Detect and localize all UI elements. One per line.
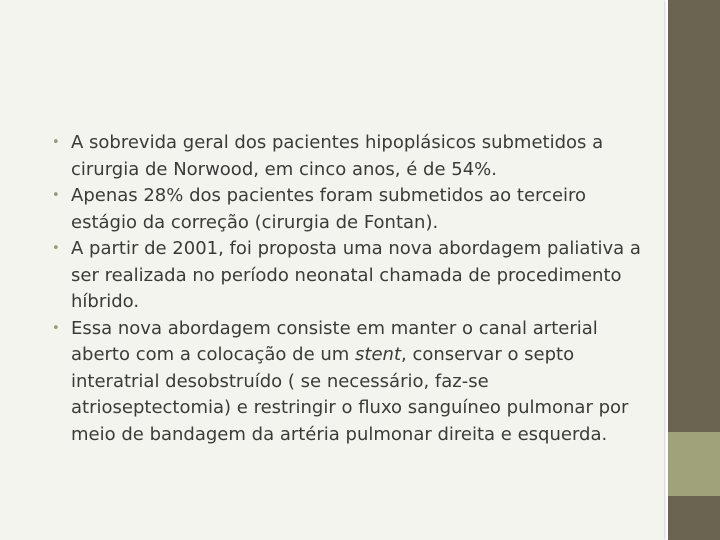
side-accent-block: [668, 432, 720, 496]
bullet-item: [52, 183, 652, 236]
bullet-content: [52, 130, 652, 448]
bullet-item: [52, 130, 652, 183]
bullet-marker: •: [52, 135, 60, 150]
bullet-text-before: Essa nova abordagem consiste em manter o canal arterial aberto com a colocação de um: [71, 317, 598, 365]
bullet-marker: •: [52, 320, 60, 336]
bullet-marker: •: [52, 241, 60, 256]
bullet-text-italic: stent: [355, 344, 402, 365]
bullet-item: [52, 316, 652, 449]
bullet-text-after: , conservar o septo interatrial desobstruído ( se necessário, faz-se atrioseptectomia) e restringir o fluxo sanguíneo pulmonar por meio de bandagem da artéria pulmonar direita e esquerda.: [71, 344, 629, 445]
bullet-text: A sobrevida geral dos pacientes hipoplásicos submetidos a cirurgia de Norwood, em cinco anos, é de 54%.: [71, 132, 604, 180]
bullet-text: Apenas 28% dos pacientes foram submetidos ao terceiro estágio da correção (cirurgia de Fontan).: [71, 185, 587, 233]
bullet-item: [52, 236, 652, 316]
bullet-marker: •: [52, 188, 60, 203]
bullet-list: [52, 130, 652, 448]
bullet-text: A partir de 2001, foi proposta uma nova abordagem paliativa a ser realizada no período neonatal chamada de procedimento híbrido.: [71, 238, 641, 312]
